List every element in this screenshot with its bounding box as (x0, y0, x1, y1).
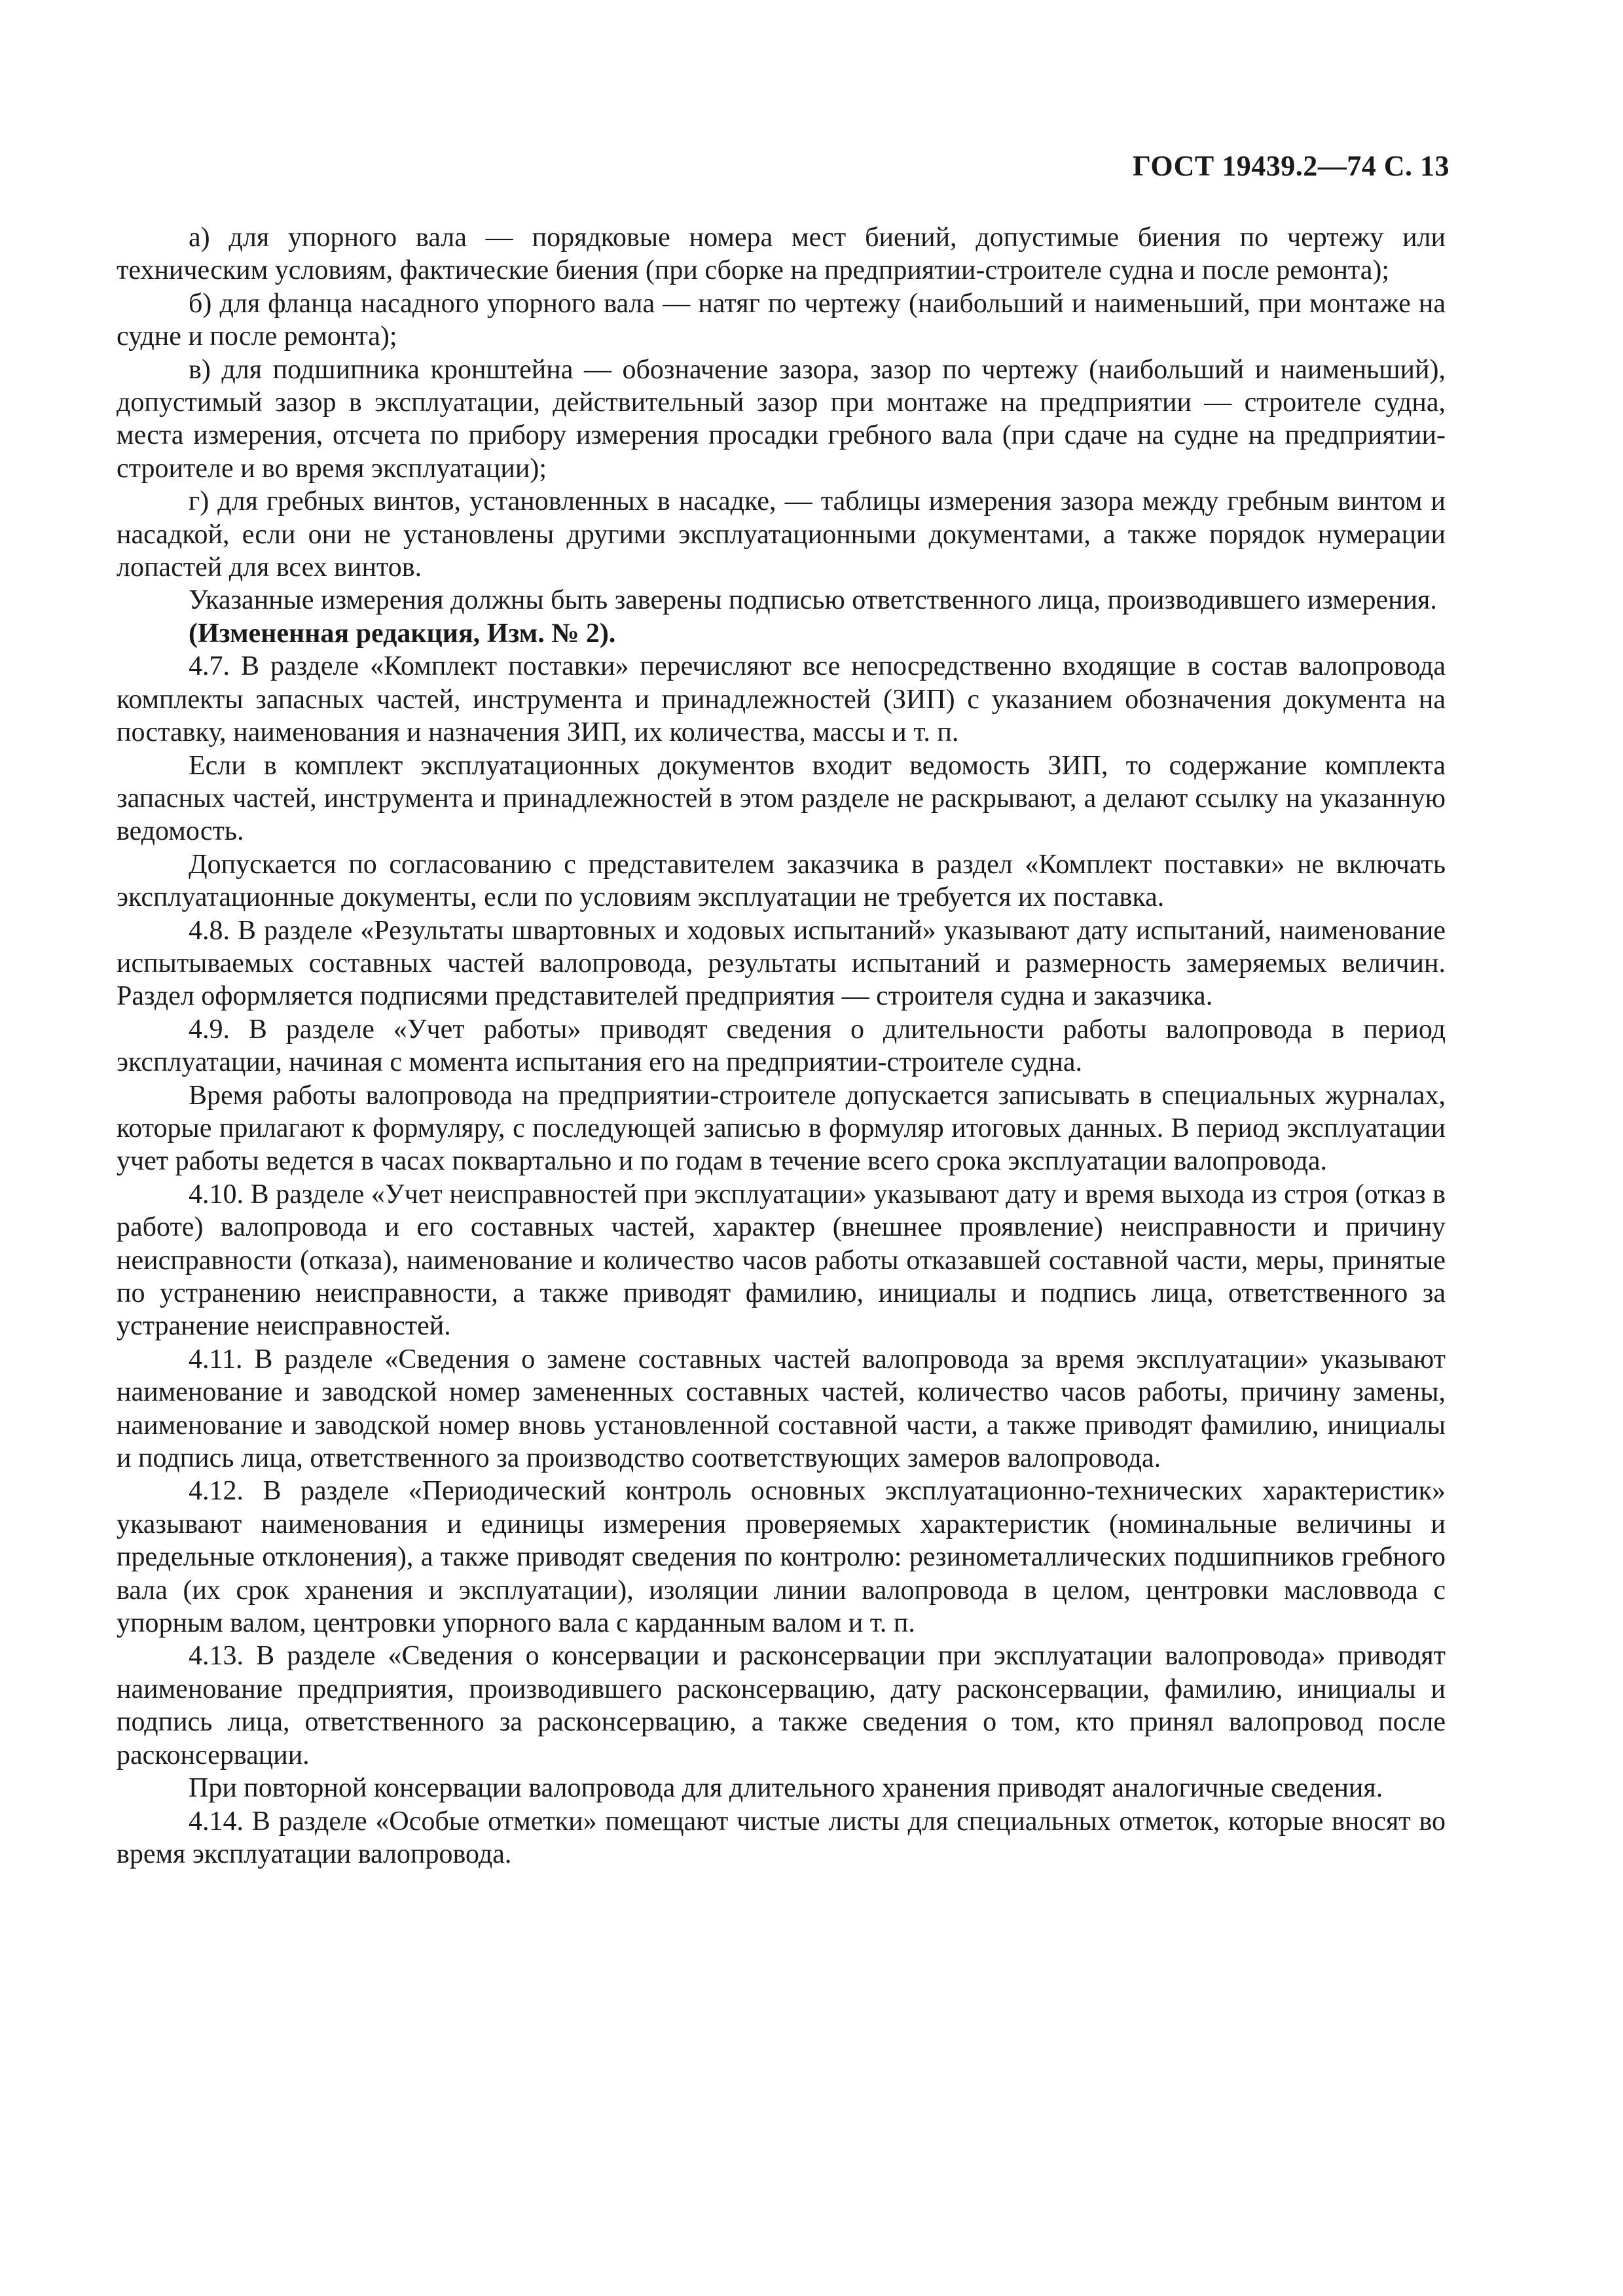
paragraph-4-10: 4.10. В разделе «Учет неисправностей при эксплуатации» указывают дату и время выхода из строя (отказ в работе) валопровода и его составных частей, характер (внешнее проявление) неисправности и причину неисправности (отказа), наименование и количество часов работы отказавшей составной части, меры, принятые по устранению неисправности, а также приводят фамилию, инициалы и подпись лица, ответственного за устранение неисправностей. (117, 1179, 1446, 1342)
paragraph-a: а) для упорного вала — порядковые номера мест биений, допустимые биения по чертежу или техническим условиям, фактические биения (при сборке на предприятии-строителе судна и после ремонта); (117, 223, 1446, 286)
paragraph-zip-list: Если в комплект эксплуатационных документов входит ведомость ЗИП, то содержание комплекта запасных частей, инструмента и принадлежностей в этом разделе не раскрывают, а делают ссылку на указанную ведомость. (117, 750, 1446, 847)
paragraph-4-12: 4.12. В разделе «Периодический контроль основных эксплуатационно-технических характеристик» указывают наименования и единицы измерения проверяемых характеристик (номинальные величины и предельные отклонения), а также приводят сведения по контролю: резинометаллических подшипников гребного вала (их срок хранения и эксплуатации), изоляции линии валопровода в целом, центровки масловвода с упорным валом, центровки упорного вала с карданным валом и т. п. (117, 1476, 1446, 1639)
paragraph-g: г) для гребных винтов, установленных в насадке, — таблицы измерения зазора между гребным винтом и насадкой, если они не установлены другими эксплуатационными документами, а также порядок нумерации лопастей для всех винтов. (117, 486, 1446, 583)
paragraph-b: б) для фланца насадного упорного вала — натяг по чертежу (наибольший и наименьший, при монтаже на судне и после ремонта); (117, 288, 1446, 352)
paragraph-reconservation: При повторной консервации валопровода для длительного хранения приводят аналогичные сведения. (189, 1773, 1383, 1804)
paragraph-measurements-signature: Указанные измерения должны быть заверены подписью ответственного лица, производившего измерения. (189, 585, 1437, 616)
paragraph-4-14: 4.14. В разделе «Особые отметки» помещают чистые листы для специальных отметок, которые вносят во время эксплуатации валопровода. (117, 1806, 1446, 1869)
paragraph-work-time: Время работы валопровода на предприятии-строителе допускается записывать в специальных журналах, которые прилагают к формуляру, с последующей записью в формуляр итоговых данных. В период эксплуатации учет работы ведется в часах поквартально и по годам в течение всего срока эксплуатации валопровода. (117, 1080, 1446, 1177)
paragraph-4-9: 4.9. В разделе «Учет работы» приводят сведения о длительности работы валопровода в период эксплуатации, начиная с момента испытания его на предприятии-строителе судна. (117, 1014, 1446, 1078)
paragraph-4-13: 4.13. В разделе «Сведения о консервации и расконсервации при эксплуатации валопровода» приводят наименование предприятия, производившего расконсервацию, дату расконсервации, фамилию, инициалы и подпись лица, ответственного за расконсервацию, а также сведения о том, кто принял валопровод после расконсервации. (117, 1641, 1446, 1770)
paragraph-4-8: 4.8. В разделе «Результаты швартовных и ходовых испытаний» указывают дату испытаний, наименование испытываемых составных частей валопровода, результаты испытаний и размерность замеряемых величин. Раздел оформляется подписями представителей предприятия — строителя судна и заказчика. (117, 915, 1446, 1012)
paragraph-4-7: 4.7. В разделе «Комплект поставки» перечисляют все непосредственно входящие в состав валопровода комплекты запасных частей, инструмента и принадлежностей (ЗИП) с указанием обозначения документа на поставку, наименования и назначения ЗИП, их количества, массы и т. п. (117, 651, 1446, 748)
revision-note: (Измененная редакция, Изм. № 2). (189, 618, 616, 649)
page-header: ГОСТ 19439.2—74 С. 13 (1132, 150, 1450, 182)
paragraph-v: в) для подшипника кронштейна — обозначение зазора, зазор по чертежу (наибольший и наименьший), допустимый зазор в эксплуатации, действительный зазор при монтаже на предприятии — строителе судна, места измерения, отсчета по прибору измерения просадки гребного вала (при сдаче на судне на предприятии-строителе и во время эксплуатации); (117, 354, 1446, 484)
paragraph-delivery-exception: Допускается по согласованию с представителем заказчика в раздел «Комплект поставки» не включать эксплуатационные документы, если по условиям эксплуатации не требуется их поставка. (117, 849, 1446, 913)
paragraph-4-11: 4.11. В разделе «Сведения о замене составных частей валопровода за время эксплуатации» указывают наименование и заводской номер замененных составных частей, количество часов работы, причину замены, наименование и заводской номер вновь установленной составной части, а также приводят фамилию, инициалы и подпись лица, ответственного за производство соответствующих замеров валопровода. (117, 1344, 1446, 1474)
document-body (117, 221, 1446, 1871)
